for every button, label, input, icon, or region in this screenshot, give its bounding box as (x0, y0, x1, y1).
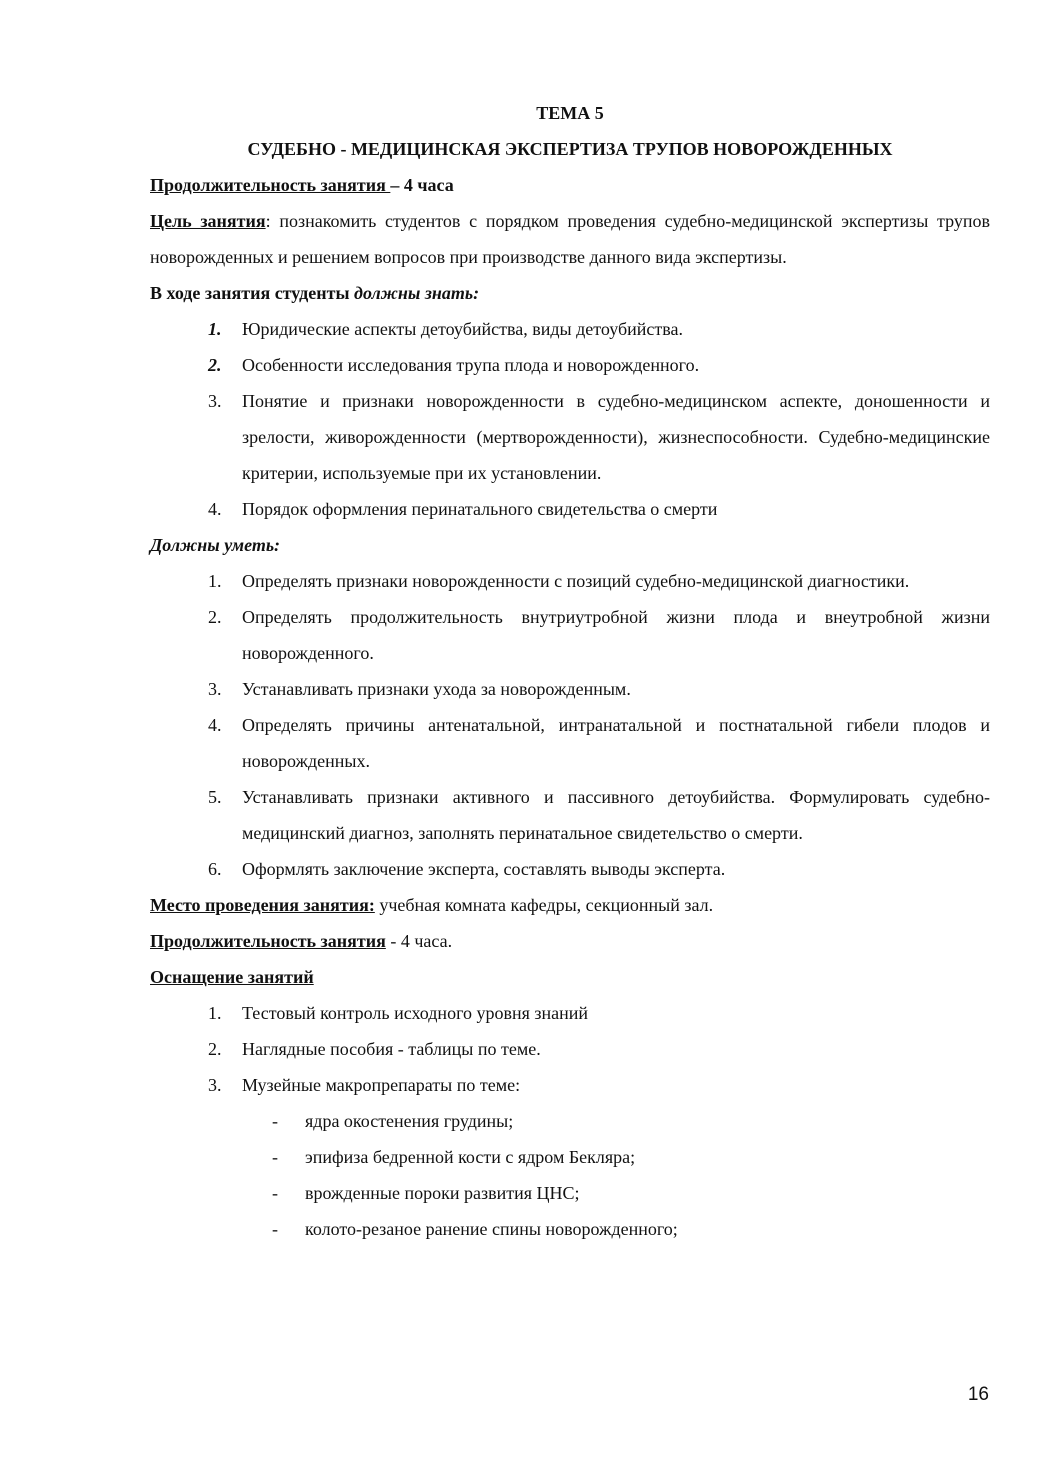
list-number: 6. (208, 859, 222, 879)
list-number: 1. (208, 571, 222, 591)
list-item (150, 671, 990, 707)
place-line (150, 887, 990, 923)
list-number: 1. (208, 319, 222, 339)
list-item-text: Устанавливать признаки ухода за новорожденным. (242, 679, 631, 699)
list-item (150, 491, 990, 527)
list-item-text: Музейные макропрепараты по теме: (242, 1075, 521, 1095)
list-item-text: ядра окостенения грудины; (305, 1111, 514, 1131)
list-item-text: Особенности исследования трупа плода и новорожденного. (242, 355, 700, 375)
list-item (150, 707, 990, 779)
dash-marker: - (272, 1183, 278, 1203)
list-item-text: Оформлять заключение эксперта, составлять выводы эксперта. (242, 859, 726, 879)
list-item (150, 1139, 990, 1175)
dash-marker: - (272, 1219, 278, 1239)
duration-label-2: Продолжительность занятия (150, 931, 386, 951)
must-know-list (150, 311, 990, 527)
list-item-text: врожденные пороки развития ЦНС; (305, 1183, 580, 1203)
dash-marker: - (272, 1111, 278, 1131)
page-content (150, 95, 990, 1247)
page-number: 16 (967, 1384, 989, 1405)
must-do-heading: Должны уметь: (150, 535, 281, 555)
duration-line-2 (150, 923, 990, 959)
list-item-text: колото-резаное ранение спины новорожденного; (305, 1219, 678, 1239)
goal-label: Цель занятия (150, 211, 266, 231)
must-know-lead: В ходе занятия студенты (150, 283, 355, 303)
list-item (150, 779, 990, 851)
list-number: 2. (208, 607, 222, 627)
dash-marker: - (272, 1147, 278, 1167)
list-number: 4. (208, 715, 222, 735)
goal-paragraph (150, 203, 990, 275)
list-number: 5. (208, 787, 222, 807)
list-item (150, 851, 990, 887)
list-item-text: Юридические аспекты детоубийства, виды детоубийства. (242, 319, 683, 339)
specimen-list (150, 1103, 990, 1247)
list-number: 3. (208, 679, 222, 699)
list-item-text: Определять продолжительность внутриутробной жизни плода и внеутробной жизни новорожденного. (242, 607, 990, 663)
list-item-text: эпифиза бедренной кости с ядром Бекляра; (305, 1147, 636, 1167)
place-label: Место проведения занятия: (150, 895, 375, 915)
list-item (150, 311, 990, 347)
list-number: 3. (208, 1075, 222, 1095)
must-know-lead-italic: должны знать: (354, 283, 480, 303)
list-number: 1. (208, 1003, 222, 1023)
list-item (150, 1067, 990, 1103)
document-title: СУДЕБНО - МЕДИЦИНСКАЯ ЭКСПЕРТИЗА ТРУПОВ НОВОРОЖДЕННЫХ (247, 139, 893, 159)
list-item (150, 1211, 990, 1247)
list-number: 3. (208, 391, 222, 411)
duration-value-2: - 4 часа. (385, 931, 453, 951)
list-item-text: Порядок оформления перинатального свидетельства о смерти (242, 499, 718, 519)
list-number: 4. (208, 499, 222, 519)
list-item-text: Наглядные пособия - таблицы по теме. (242, 1039, 541, 1059)
duration-line-1 (150, 167, 990, 203)
list-number: 2. (208, 355, 222, 375)
list-item (150, 1103, 990, 1139)
list-number: 2. (208, 1039, 222, 1059)
list-item-text: Определять причины антенатальной, интранатальной и постнатальной гибели плодов и новорожденных. (242, 715, 990, 771)
duration-value-1: – 4 часа (390, 175, 454, 195)
equipment-list (150, 995, 990, 1103)
duration-label-1: Продолжительность занятия (150, 175, 391, 195)
list-item (150, 563, 990, 599)
list-item (150, 995, 990, 1031)
goal-text: : познакомить студентов с порядком проведения судебно-медицинской экспертизы трупов новорожденных и решением вопросов при производстве данного вида экспертизы. (150, 211, 991, 267)
place-text: учебная комната кафедры, секционный зал. (374, 895, 714, 915)
list-item (150, 347, 990, 383)
list-item (150, 1031, 990, 1067)
list-item-text: Устанавливать признаки активного и пассивного детоубийства. Формулировать судебно-медицинский диагноз, заполнять перинатальное свидетельство о смерти. (242, 787, 990, 843)
list-item-text: Определять признаки новорожденности с позиций судебно-медицинской диагностики. (242, 571, 910, 591)
list-item-text: Понятие и признаки новорожденности в судебно-медицинском аспекте, доношенности и зрелости, живорожденности (мертворожденности), жизнеспособности. Судебно-медицинские критерии, используемые при их установлении. (242, 391, 990, 483)
list-item-text: Тестовый контроль исходного уровня знаний (242, 1003, 589, 1023)
topic-heading: ТЕМА 5 (536, 103, 604, 123)
must-do-list (150, 563, 990, 887)
list-item (150, 599, 990, 671)
list-item (150, 383, 990, 491)
must-know-heading (150, 275, 990, 311)
equipment-heading: Оснащение занятий (150, 967, 314, 987)
list-item (150, 1175, 990, 1211)
